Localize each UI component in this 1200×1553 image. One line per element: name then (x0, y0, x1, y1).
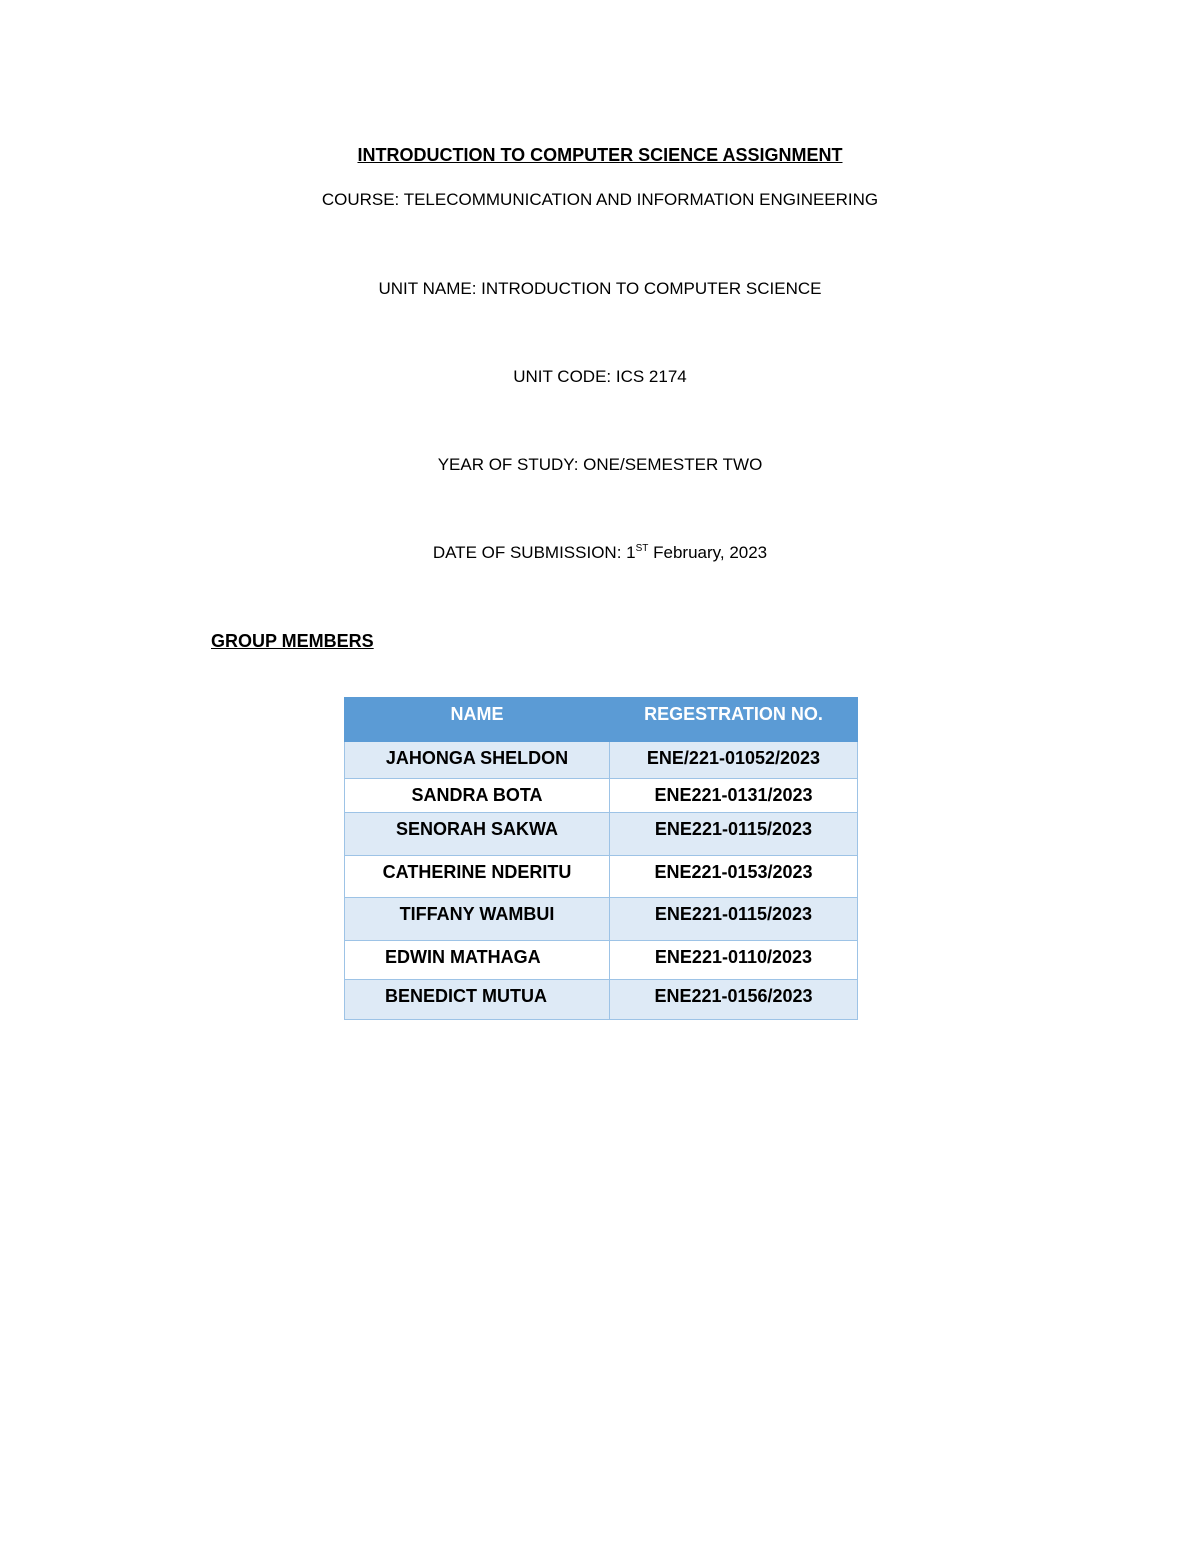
unit-name-line: UNIT NAME: INTRODUCTION TO COMPUTER SCIENCE (378, 279, 822, 298)
member-name: TIFFANY WAMBUI (345, 898, 610, 941)
table-row (345, 742, 858, 779)
table-row (345, 898, 858, 941)
table-row (345, 941, 858, 980)
group-members-heading: GROUP MEMBERS (211, 631, 374, 651)
member-name: CATHERINE NDERITU (345, 856, 610, 898)
table-row (345, 779, 858, 813)
course-line: COURSE: TELECOMMUNICATION AND INFORMATION ENGINEERING (321, 190, 879, 209)
member-registration: ENE221-0153/2023 (610, 856, 858, 898)
date-superscript: ST (635, 543, 649, 554)
document-title: INTRODUCTION TO COMPUTER SCIENCE ASSIGNMENT (357, 145, 843, 165)
table-row (345, 980, 858, 1020)
member-registration: ENE/221-01052/2023 (610, 742, 858, 779)
member-name: JAHONGA SHELDON (345, 742, 610, 779)
member-name: BENEDICT MUTUA (345, 980, 610, 1020)
member-registration: ENE221-0115/2023 (610, 813, 858, 856)
table-row (345, 856, 858, 898)
member-registration: ENE221-0115/2023 (610, 898, 858, 941)
group-members-table (344, 697, 858, 1020)
date-prefix: DATE OF SUBMISSION: 1 (432, 543, 636, 562)
member-registration: ENE221-0131/2023 (610, 779, 858, 813)
registration-column-header: REGESTRATION NO. (610, 698, 858, 742)
unit-code-line: UNIT CODE: ICS 2174 (513, 367, 687, 386)
member-registration: ENE221-0110/2023 (610, 941, 858, 980)
member-name: SANDRA BOTA (345, 779, 610, 813)
member-name: SENORAH SAKWA (345, 813, 610, 856)
name-column-header: NAME (345, 698, 610, 742)
date-suffix: February, 2023 (648, 543, 768, 562)
member-name: EDWIN MATHAGA (345, 941, 610, 980)
table-row (345, 813, 858, 856)
member-registration: ENE221-0156/2023 (610, 980, 858, 1020)
submission-date-line (0, 542, 1200, 564)
table-header-row (345, 698, 858, 742)
year-of-study-line: YEAR OF STUDY: ONE/SEMESTER TWO (437, 455, 763, 474)
